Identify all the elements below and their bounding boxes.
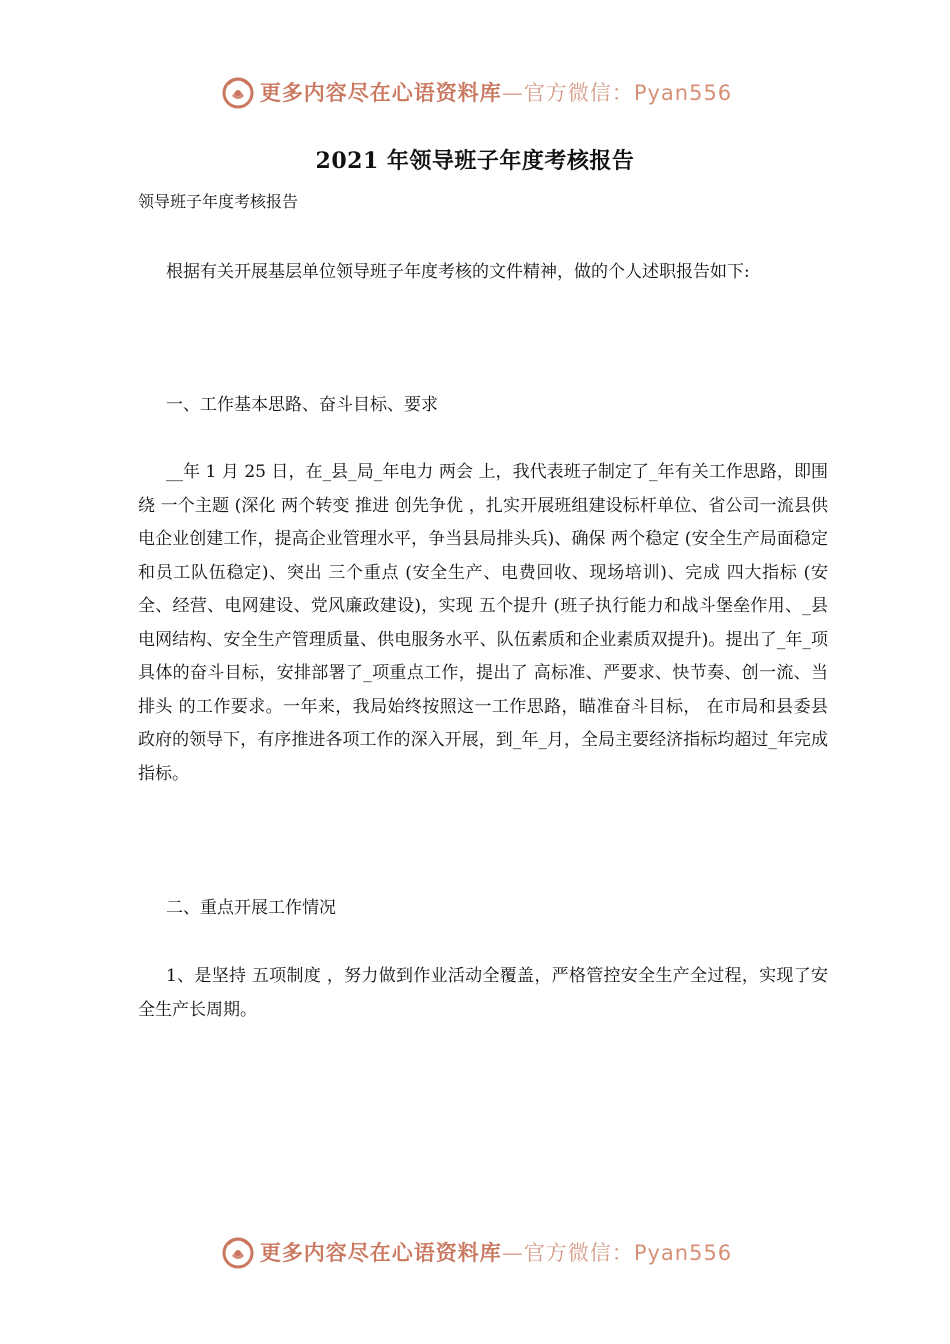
document-subtitle: 领导班子年度考核报告 bbox=[138, 192, 299, 211]
watermark-text bbox=[260, 77, 732, 107]
watermark-footer bbox=[0, 1232, 950, 1272]
brand-logo-icon bbox=[218, 1232, 258, 1272]
watermark-brand: 更多内容尽在心语资料库 bbox=[259, 1241, 502, 1265]
watermark-header bbox=[0, 72, 950, 112]
document-title: 2021 年领导班子年度考核报告 bbox=[315, 148, 635, 174]
watermark-dash: — bbox=[501, 1241, 524, 1265]
section-heading-1: 一、工作基本思路、奋斗目标、要求 bbox=[166, 395, 438, 415]
watermark-wechat-label: 官方微信： bbox=[523, 1241, 634, 1265]
section-heading-2: 二、重点开展工作情况 bbox=[166, 898, 336, 918]
brand-logo-icon bbox=[218, 72, 258, 112]
watermark-wechat-id: Pyan556 bbox=[633, 81, 733, 105]
watermark-brand: 更多内容尽在心语资料库 bbox=[259, 81, 502, 105]
watermark-wechat-id: Pyan556 bbox=[633, 1241, 733, 1265]
watermark-wechat-label: 官方微信： bbox=[523, 81, 634, 105]
watermark-dash: — bbox=[501, 81, 524, 105]
intro-paragraph: 根据有关开展基层单位领导班子年度考核的文件精神，做的个人述职报告如下: bbox=[166, 262, 750, 282]
section-2-item-1: 1、是坚持 五项制度 ，努力做到作业活动全覆盖，严格管控安全生产全过程，实现了安全生产长周期。 bbox=[138, 966, 828, 1020]
watermark-text bbox=[260, 1237, 732, 1267]
section-1-paragraph: __年 1 月 25 日，在_县_局_年电力 两会 上，我代表班子制定了_年有关工作思路，即围绕 一个主题 (深化 两个转变 推进 创先争优 ，扎实开展班组建设标杆单位、省公司一流县供电企业创建工作，提高企业管理水平，争当县局排头兵)、确保 两个稳定 (安全生产局面稳定和员工队伍稳定)、突出 三个重点 (安全生产、电费回收、现场培训)、完成 四大指标 (安全、经营、电网建设、党风廉政建设)，实现 五个提升 (班子执行能力和战斗堡垒作用、_县电网结构、安全生产管理质量、供电服务水平、队伍素质和企业素质双提升)。提出了_年_项具体的奋斗目标，安排部署了_项重点工作，提出了 高标准、严要求、快节奏、创一流、当排头 的工作要求。一年来，我局始终按照这一工作思路，瞄准奋斗目标， 在市局和县委县政府的领导下，有序推进各项工作的深入开展，到_年_月，全局主要经济指标均超过_年完成指标。 bbox=[138, 462, 828, 784]
